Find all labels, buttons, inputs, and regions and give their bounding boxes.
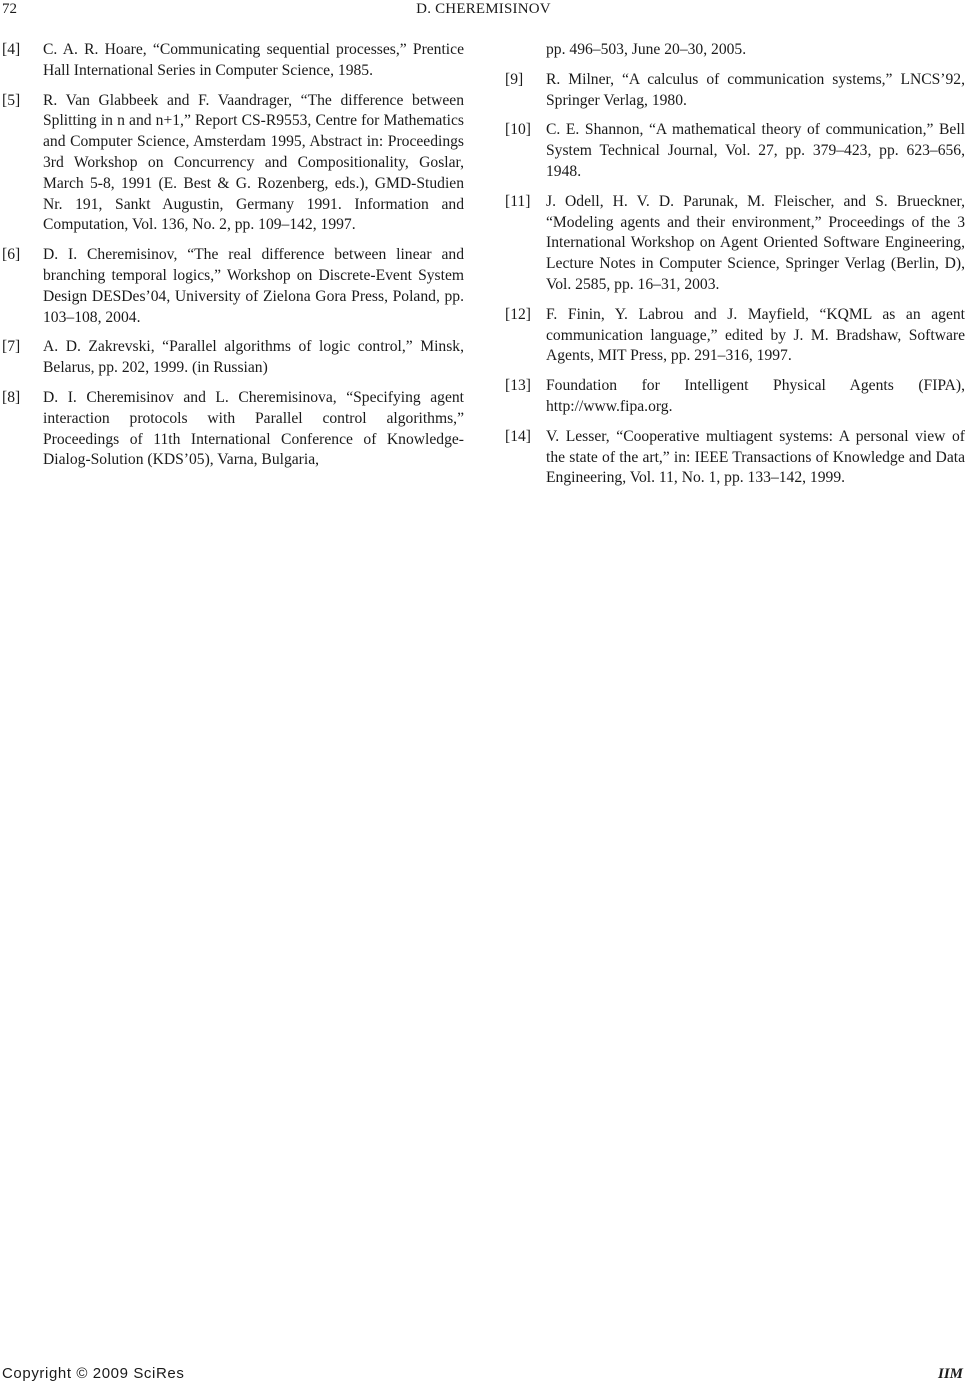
reference-item — [505, 192, 965, 296]
reference-column-left — [2, 40, 464, 480]
reference-item — [2, 245, 464, 328]
running-head: D. CHEREMISINOV — [416, 1, 551, 17]
reference-number: [8] — [2, 388, 21, 406]
reference-continuation: pp. 496–503, June 20–30, 2005. — [546, 41, 747, 58]
reference-item — [505, 305, 965, 367]
reference-text: R. Van Glabbeek and F. Vaandrager, “The difference between Splitting in n and n+1,” Report CS-R9553, Centre for Mathematics and Computer Science, Amsterdam 1995, Abstract in: Proceedings 3rd Workshop on Concurrency and Compositionality, Goslar, March 5-8, 1991 (E. Best & G. Rozenberg, eds.), GMD-Studien Nr. 191, Sankt Augustin, Germany 1991. Information and Computation, Vol. 136, No. 2, pp. 109–142, 1997. — [43, 91, 464, 234]
reference-number: [14] — [505, 427, 531, 445]
reference-text: A. D. Zakrevski, “Parallel algorithms of logic control,” Minsk, Belarus, pp. 202, 1999. (in Russian) — [43, 338, 464, 377]
reference-number: [7] — [2, 338, 21, 356]
journal-abbreviation: IIM — [937, 1366, 963, 1382]
reference-text: F. Finin, Y. Labrou and J. Mayfield, “KQML as an agent communication language,” edited by J. M. Bradshaw, Software Agents, MIT Press, pp. 291–316, 1997. — [546, 305, 965, 365]
reference-item — [505, 70, 965, 112]
reference-item — [505, 376, 965, 418]
reference-number: [11] — [505, 192, 531, 210]
page-footer — [0, 1364, 967, 1386]
reference-number: [5] — [2, 91, 21, 109]
reference-number: [10] — [505, 121, 531, 139]
page-number: 72 — [2, 1, 17, 17]
reference-text: C. A. R. Hoare, “Communicating sequential processes,” Prentice Hall International Series in Computer Science, 1985. — [43, 41, 464, 79]
reference-text: C. E. Shannon, “A mathematical theory of communication,” Bell System Technical Journal, Vol. 27, pp. 379–423, pp. 623–656, 1948. — [546, 121, 965, 180]
page-header — [0, 0, 967, 22]
reference-item — [505, 427, 965, 489]
reference-item — [2, 388, 464, 471]
reference-number: [6] — [2, 246, 21, 264]
copyright-notice: Copyright © 2009 SciRes — [2, 1365, 185, 1382]
reference-item — [2, 91, 464, 237]
reference-item — [2, 40, 464, 82]
reference-text: J. Odell, H. V. D. Parunak, M. Fleischer, and S. Brueckner, “Modeling agents and their environment,” Proceedings of the 3 International Workshop on Agent Oriented Software Engineering, Lecture Notes in Computer Science, Springer Verlag (Berlin, D), Vol. 2585, pp. 16–31, 2003. — [546, 192, 965, 293]
reference-item — [505, 120, 965, 182]
reference-number: [9] — [505, 70, 524, 88]
reference-number: [13] — [505, 377, 531, 395]
reference-text: Foundation for Intelligent Physical Agents (FIPA), http://www.fipa.org. — [546, 377, 965, 415]
reference-text: D. I. Cheremisinov, “The real difference between linear and branching temporal logics,” Workshop on Discrete-Event System Design DESDes’04, University of Zielona Gora Press, Poland, pp. 103–108, 2004. — [43, 246, 464, 326]
reference-column-right — [505, 40, 965, 498]
reference-text: D. I. Cheremisinov and L. Cheremisinova, “Specifying agent interaction protocols with Parallel control algorithms,” Proceedings of 11th International Conference of Knowledge-Dialog-Solution (KDS’05), Varna, Bulgaria, — [43, 388, 464, 469]
reference-number: [4] — [2, 41, 21, 58]
reference-text: V. Lesser, “Cooperative multiagent systems: A personal view of the state of the art,” in: IEEE Transactions of Knowledge and Data Engineering, Vol. 11, No. 1, pp. 133–142, 1999. — [546, 427, 965, 487]
reference-text: R. Milner, “A calculus of communication systems,” LNCS’92, Springer Verlag, 1980. — [546, 70, 965, 109]
reference-number: [12] — [505, 305, 531, 323]
reference-item — [2, 337, 464, 379]
